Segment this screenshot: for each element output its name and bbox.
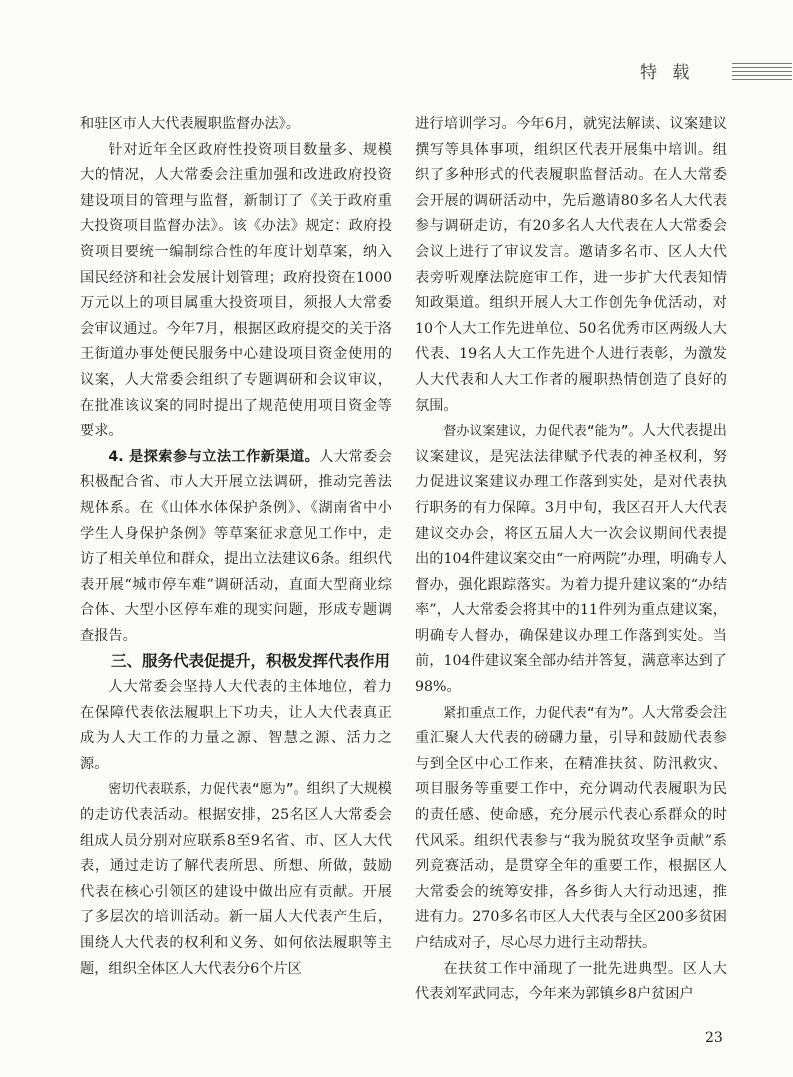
section-heading: 三、服务代表促提升，积极发挥代表作用 — [111, 652, 391, 671]
paragraph: 针对近年全区政府性投资项目数量多、规模大的情况，人大常委会注重加强和改进政府投资建设项目的管理与监督，新制订了《关于政府重大投资项目监督办法》。该《办法》规定：政府投资项目要统一编制综合性的年度计划草案，纳入国民经济和社会发展计划管理；政府投资在1000万元以上的项目属重大投资项目，须报人大常委会审议通过。今年7月，根据区政府提交的关于洛王街道办事处便民服务中心建设项目资金使用的议案，人大常委会组织了专题调研和会议审议，在批准该议案的同时提出了规范使用项目资金等要求。 — [80, 141, 392, 440]
paragraph-lead: 4. 是探索参与立法工作新渠道。 — [108, 448, 320, 465]
paragraph: 和驻区市人大代表履职监督办法》。 — [80, 116, 300, 132]
paragraph-lead: 紧扣重点工作，力促代表“有为”。 — [443, 705, 642, 721]
left-column — [80, 112, 392, 982]
paragraph-text: 人大常委会注重汇聚人大代表的磅礴力量，引导和鼓励代表参与到全区中心工作来，在精准扶贫、防汛救灾、项目服务等重要工作中，充分调动代表履职为民的责任感、使命感，充分展示代表心系群众的时代风采。组织代表参与“我为脱贫攻坚争贡献”系列竞赛活动，是贯穿全年的重要工作，根据区人大常委会的统筹安排，各乡街人大行动迅速，推进有力。270多名市区人大代表与全区200多贫困户结成对子，尽心尽力进行主动帮扶。 — [415, 704, 727, 951]
paragraph-lead: 督办议案建议，力促代表“能为”。 — [443, 424, 642, 440]
page-number: 23 — [705, 1030, 723, 1046]
paragraph — [415, 419, 727, 701]
paragraph-text: 组织了大规模的走访代表活动。根据安排，25名区人大常委会组成人员分别对应联系8至9名省、市、区人大代表，通过走访了解代表所思、所想、所做，鼓励代表在核心引领区的建设中做出应有贡献。开展了多层次的培训活动。新一届人大代表产生后，围绕人大代表的权利和义务、如何依法履职等主题，组织全体区人大代表分6个片区 — [80, 781, 392, 977]
paragraph — [80, 445, 392, 650]
paragraph: 进行培训学习。今年6月，就宪法解读、议案建议撰写等具体事项，组织区代表开展集中培训。组织了多种形式的代表履职监督活动。在人大常委会开展的调研活动中，先后邀请80多名人大代表参与调研走访，有20多名人大代表在人大常委会会议上进行了审议发言。邀请多名市、区人大代表旁听观摩法院庭审工作，进一步扩大代表知情知政渠道。组织开展人大工作创先争优活动，对10个人大工作先进单位、50名优秀市区两级人大代表、19名人大工作先进个人进行表彰，为激发人大代表和人大工作者的履职热情创造了良好的氛围。 — [415, 116, 727, 414]
paragraph: 在扶贫工作中涌现了一批先进典型。区人大代表刘军武同志，今年来为郭镇乡8户贫困户 — [415, 960, 727, 1003]
paragraph — [80, 777, 392, 982]
paragraph-text: 人大代表提出议案建议，是宪法法律赋予代表的神圣权利，努力促进议案建议办理工作落到实处，是对代表执行职务的有力保障。3月中旬，我区召开人大代表建议交办会，将区五届人大一次会议期间代表提出的104件建议案交由“一府两院”办理，明确专人督办，强化跟踪落实。为着力提升建议案的“办结率”，人大常委会将其中的11件列为重点建议案，明确专人督办，确保建议办理工作落到实处。当前，104件建议案全部办结并答复，满意率达到了98%。 — [415, 423, 727, 696]
right-column — [415, 112, 727, 1008]
page-header — [640, 58, 694, 83]
header-rule-stack — [732, 63, 792, 83]
paragraph-text: 人大常委会积极配合省、市人大开展立法调研，推动完善法规体系。在《山体水体保护条例》、《湖南省中小学生人身保护条例》等草案征求意见工作中，走访了相关单位和群众，提出立法建议6条。组织代表开展“城市停车难”调研活动，直面大型商业综合体、大型小区停车难的现实问题，形成专题调查报告。 — [80, 448, 392, 644]
paragraph: 人大常委会坚持人大代表的主体地位，着力在保障代表依法履职上下功夫，让人大代表真正成为人大工作的力量之源、智慧之源、活力之源。 — [80, 679, 392, 772]
paragraph — [415, 701, 727, 957]
paragraph-lead: 密切代表联系，力促代表“愿为”。 — [108, 782, 307, 798]
section-label: 特 载 — [640, 63, 695, 83]
